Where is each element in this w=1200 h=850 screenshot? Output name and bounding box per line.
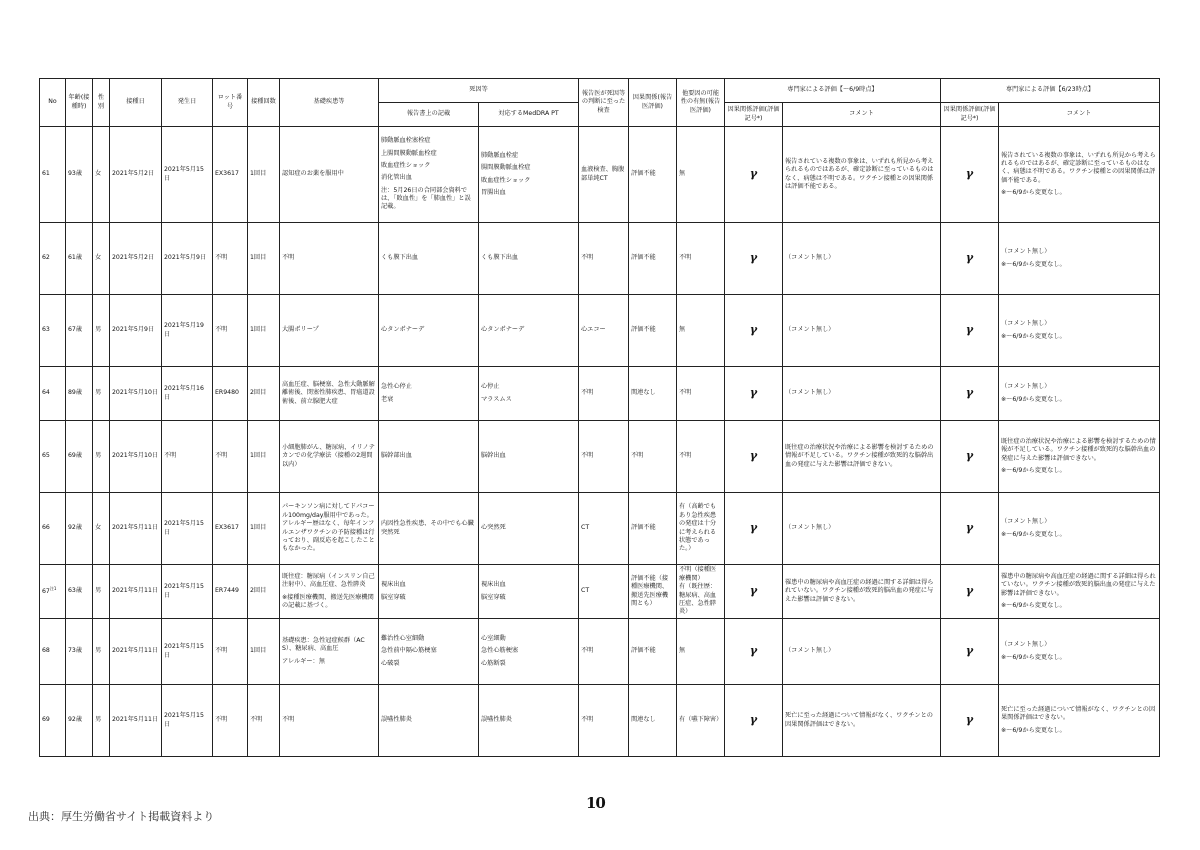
cell-expert1-comment-line: （コメント無し） <box>785 647 835 655</box>
col-cause-report: 報告書上の記載 <box>379 103 479 127</box>
cell-dose: 1回目 <box>248 127 280 223</box>
cell-onset-date: 2021年5月9日 <box>162 223 213 295</box>
col-expert1-comment: コメント <box>783 103 941 127</box>
row-number: 66 <box>42 524 50 532</box>
cell-age: 67歳 <box>66 295 93 367</box>
col-underlying-conditions: 基礎疾患等 <box>280 79 379 127</box>
cell-cause-meddra-line: マラスムス <box>481 395 512 403</box>
col-expert2-comment: コメント <box>999 103 1160 127</box>
cell-expert1-comment <box>783 295 941 367</box>
col-no: No <box>40 79 66 127</box>
cell-underlying <box>280 295 379 367</box>
table-row <box>40 619 1160 685</box>
col-group-expert-1: 専門家による評価【～6/9時点】 <box>725 79 941 103</box>
cell-expert2-comment-line: ※～6/9から変更なし。 <box>1001 601 1066 609</box>
cell-sex: 男 <box>93 685 110 757</box>
table-row <box>40 565 1160 619</box>
cell-underlying <box>280 223 379 295</box>
cell-expert2-eval: γ <box>941 421 999 493</box>
cell-expert2-comment <box>999 493 1160 565</box>
cell-no <box>40 685 66 757</box>
cell-dose: 1回目 <box>248 619 280 685</box>
cell-underlying-line: 小細胞肺がん、糖尿病、イリノテカンでの化学療法（接種の2週間以内） <box>282 443 375 468</box>
cell-underlying <box>280 127 379 223</box>
cell-onset-date: 2021年5月15日 <box>162 619 213 685</box>
page-number: 10 <box>586 794 605 812</box>
cell-expert2-comment-line: （コメント無し） <box>1001 248 1051 256</box>
cell-causality: 関連なし <box>629 367 677 421</box>
cell-dose: 1回目 <box>248 421 280 493</box>
table-header <box>40 79 1160 127</box>
cell-underlying-line: 不明 <box>282 254 295 262</box>
cell-dose: 2回目 <box>248 367 280 421</box>
cell-vaccination-date: 2021年5月11日 <box>110 565 162 619</box>
cell-expert1-eval: γ <box>725 421 783 493</box>
cell-cause-meddra <box>479 421 579 493</box>
col-age: 年齢(接種時) <box>66 79 93 127</box>
cell-expert1-comment <box>783 493 941 565</box>
cell-dose: 1回目 <box>248 295 280 367</box>
cell-expert1-comment-line: 既往症の治療状況や治療による影響を検討するための情報が不足している。ワクチン接種が致死的な脳幹出血の発症に与えた影響は評価できない。 <box>785 443 934 468</box>
cell-expert1-comment-line: （コメント無し） <box>785 389 835 397</box>
cell-expert2-comment <box>999 565 1160 619</box>
cell-no <box>40 421 66 493</box>
cell-exam: CT <box>579 493 629 565</box>
cell-cause-report <box>379 295 479 367</box>
cell-onset-date: 2021年5月15日 <box>162 493 213 565</box>
cell-causality: 評価不能 <box>629 127 677 223</box>
cell-expert2-comment-line: （コメント無し） <box>1001 383 1051 391</box>
col-sex: 性別 <box>93 79 110 127</box>
cell-underlying-line: 基礎疾患：急性冠症候群（ACS）、糖尿病、高血圧 <box>282 636 365 653</box>
cell-cause-meddra-line: 心タンポナーデ <box>481 326 525 334</box>
col-lot-number: ロット番号 <box>213 79 248 127</box>
cell-other-factor: 不明 <box>677 223 725 295</box>
cell-expert2-comment-line: （コメント無し） <box>1001 320 1051 328</box>
cell-expert2-comment-line: 罹患中の糖尿病や高血圧症の経過に関する詳細は得られていない。ワクチン接種が致死的脳出血の発症に与えた影響は評価できない。 <box>1001 572 1156 597</box>
cell-cause-meddra-line: 敗血症性ショック <box>481 176 531 184</box>
cell-expert1-eval: γ <box>725 619 783 685</box>
cell-cause-report <box>379 565 479 619</box>
cell-cause-report-line: 消化管出血 <box>381 174 412 182</box>
cell-vaccination-date: 2021年5月9日 <box>110 295 162 367</box>
col-dose-number: 接種回数 <box>248 79 280 127</box>
col-other-factor: 他要因の可能性の有無(報告医評価) <box>677 79 725 127</box>
cell-sex: 男 <box>93 619 110 685</box>
cell-cause-meddra-line: 心室細動 <box>481 634 506 642</box>
cell-cause-meddra <box>479 565 579 619</box>
cell-exam: 血液検査、胸腹部単純CT <box>579 127 629 223</box>
cell-sex: 男 <box>93 367 110 421</box>
cell-no <box>40 367 66 421</box>
cell-age: 73歳 <box>66 619 93 685</box>
cell-expert2-comment <box>999 223 1160 295</box>
cell-expert1-comment <box>783 619 941 685</box>
row-number: 63 <box>42 326 50 334</box>
cell-sex: 男 <box>93 421 110 493</box>
cell-expert1-eval: γ <box>725 223 783 295</box>
cell-expert1-eval: γ <box>725 295 783 367</box>
cell-age: 92歳 <box>66 685 93 757</box>
cell-exam: 心エコー <box>579 295 629 367</box>
cell-expert2-comment-line: 報告されている複数の事象は、いずれも所見から考えられるものではあるが、確定診断に至っているものはなく、病態は不明である。ワクチン接種との因果関係は評価不能である。 <box>1001 151 1156 184</box>
col-onset-date: 発生日 <box>162 79 213 127</box>
cell-cause-report-line: 注：5月26日の合同部会資料では、「敗血性」を「肺血性」と誤記載。 <box>381 186 471 211</box>
cell-expert1-comment-line: 報告されている複数の事象は、いずれも所見から考えられるものではあるが、確定診断に至っているものはなく、病態は不明である。ワクチン接種との因果関係は評価不能である。 <box>785 157 934 190</box>
cell-no <box>40 295 66 367</box>
cell-expert2-comment <box>999 295 1160 367</box>
cell-cause-meddra-line: 視床出血 <box>481 581 506 589</box>
cell-expert2-comment-line: ※～6/9から変更なし。 <box>1001 395 1066 403</box>
cell-causality: 関連なし <box>629 685 677 757</box>
cell-expert2-comment-line: ※～6/9から変更なし。 <box>1001 189 1066 197</box>
cell-cause-meddra-line: 肺動脈血栓症 <box>481 151 519 159</box>
cell-expert2-eval: γ <box>941 619 999 685</box>
cell-other-factor: 無 <box>677 295 725 367</box>
cell-expert2-eval: γ <box>941 295 999 367</box>
cell-lot: ER9480 <box>213 367 248 421</box>
cell-expert2-comment <box>999 685 1160 757</box>
cell-cause-report-line: 難治性心室細動 <box>381 634 425 642</box>
row-number: 62 <box>42 254 50 262</box>
cell-no <box>40 565 66 619</box>
cell-expert2-eval: γ <box>941 493 999 565</box>
cell-expert2-comment <box>999 367 1160 421</box>
cell-cause-meddra-line: 急性心筋梗塞 <box>481 647 519 655</box>
table-row <box>40 295 1160 367</box>
cell-expert2-eval: γ <box>941 565 999 619</box>
cell-cause-meddra <box>479 223 579 295</box>
col-expert1-eval: 因果関係評価(評価記号*) <box>725 103 783 127</box>
cell-underlying-line: 大腸ポリープ <box>282 326 319 334</box>
cell-expert1-comment <box>783 127 941 223</box>
cell-expert2-comment-line: ※～6/9から変更なし。 <box>1001 260 1066 268</box>
cell-onset-date: 2021年5月15日 <box>162 685 213 757</box>
cell-expert2-comment-line: 既往症の治療状況や治療による影響を検討するための情報が不足している。ワクチン接種が致死的な脳幹出血の発症に与えた影響は評価できない。 <box>1001 437 1156 462</box>
cell-dose: 不明 <box>248 685 280 757</box>
cell-expert1-eval: γ <box>725 367 783 421</box>
col-exam: 報告医が死因等の判断に至った検査 <box>579 79 629 127</box>
cell-cause-report-line: 急性前中隔心筋梗塞 <box>381 647 437 655</box>
cell-vaccination-date: 2021年5月10日 <box>110 421 162 493</box>
cell-vaccination-date: 2021年5月11日 <box>110 493 162 565</box>
cell-expert1-comment <box>783 367 941 421</box>
cell-expert1-comment <box>783 685 941 757</box>
row-number: 61 <box>42 170 50 178</box>
cell-underlying <box>280 367 379 421</box>
cell-expert1-comment <box>783 223 941 295</box>
cell-causality: 不明 <box>629 421 677 493</box>
cell-cause-meddra-line: 心突然死 <box>481 524 506 532</box>
cell-exam: 不明 <box>579 367 629 421</box>
cell-cause-report-line: 内因性急性疾患、その中でも心臓突然死 <box>381 520 474 536</box>
cell-expert1-comment-line: （コメント無し） <box>785 254 835 262</box>
cell-cause-meddra-line: 脳幹出血 <box>481 452 506 460</box>
cell-no <box>40 619 66 685</box>
cell-expert2-comment <box>999 421 1160 493</box>
cell-lot: 不明 <box>213 685 248 757</box>
cell-sex: 女 <box>93 127 110 223</box>
cell-lot: 不明 <box>213 619 248 685</box>
cell-underlying-line: 高血圧症、脳梗塞、急性大動脈解離術後、閉塞性肺疾患、胃癌道設術後、前立腺肥大症 <box>282 380 375 405</box>
cell-expert2-comment-line: （コメント無し） <box>1001 518 1051 526</box>
row-number: 68 <box>42 647 50 655</box>
cell-age: 63歳 <box>66 565 93 619</box>
cell-vaccination-date: 2021年5月11日 <box>110 685 162 757</box>
cell-cause-report <box>379 367 479 421</box>
cell-age: 92歳 <box>66 493 93 565</box>
cell-age: 61歳 <box>66 223 93 295</box>
cell-cause-report-line: 誤嚥性肺炎 <box>381 716 412 724</box>
cell-cause-report <box>379 223 479 295</box>
cell-sex: 男 <box>93 295 110 367</box>
cell-expert2-comment <box>999 619 1160 685</box>
cell-underlying-line: アレルギー：無 <box>282 657 325 665</box>
cell-lot: ER7449 <box>213 565 248 619</box>
cell-expert1-comment <box>783 565 941 619</box>
cell-underlying <box>280 421 379 493</box>
cell-cause-report-line: 上腸間膜動脈血栓症 <box>381 149 437 157</box>
cell-lot: 不明 <box>213 223 248 295</box>
cell-cause-meddra-line: 心筋断裂 <box>481 659 506 667</box>
cell-cause-report-line: 急性心停止 <box>381 383 412 391</box>
cell-cause-meddra <box>479 127 579 223</box>
cell-expert2-eval: γ <box>941 367 999 421</box>
cell-expert1-comment-line: （コメント無し） <box>785 326 835 334</box>
cell-other-factor: 有（嚥下障害） <box>677 685 725 757</box>
cell-expert2-comment-line: （コメント無し） <box>1001 641 1051 649</box>
cell-onset-date: 2021年5月16日 <box>162 367 213 421</box>
cell-vaccination-date: 2021年5月2日 <box>110 223 162 295</box>
cell-expert2-comment-line: ※～6/9から変更なし。 <box>1001 726 1066 734</box>
table-row <box>40 421 1160 493</box>
cell-underlying-line: ※接種医療機関、搬送先医療機関の記載に基づく。 <box>282 593 374 609</box>
cell-sex: 女 <box>93 223 110 295</box>
cell-causality: 評価不能 <box>629 223 677 295</box>
cell-exam: 不明 <box>579 685 629 757</box>
cell-cause-report-line: 肺動脈血栓塞栓症 <box>381 137 431 145</box>
col-expert2-eval: 因果関係評価(評価記号*) <box>941 103 999 127</box>
cell-causality: 評価不能 <box>629 295 677 367</box>
cell-other-factor: 無 <box>677 619 725 685</box>
cell-expert1-eval: γ <box>725 565 783 619</box>
cell-expert2-comment-line: ※～6/9から変更なし。 <box>1001 653 1066 661</box>
cell-cause-report <box>379 493 479 565</box>
cell-expert2-comment-line: ※～6/9から変更なし。 <box>1001 466 1066 474</box>
cell-dose: 1回目 <box>248 493 280 565</box>
cell-underlying <box>280 619 379 685</box>
cell-vaccination-date: 2021年5月2日 <box>110 127 162 223</box>
cell-onset-date: 2021年5月15日 <box>162 565 213 619</box>
cell-onset-date: 2021年5月15日 <box>162 127 213 223</box>
row-number: 64 <box>42 389 50 397</box>
table-body <box>40 127 1160 757</box>
col-group-expert-2: 専門家による評価【6/23時点】 <box>941 79 1160 103</box>
row-number: 65 <box>42 452 50 460</box>
cell-underlying-line: 認知症のお薬を服用中 <box>282 170 344 178</box>
cell-age: 89歳 <box>66 367 93 421</box>
cell-other-factor: 不明 <box>677 421 725 493</box>
cell-cause-meddra-line: 脳室穿破 <box>481 593 506 601</box>
cell-expert1-eval: γ <box>725 685 783 757</box>
cell-cause-report-line: 敗血症性ショック <box>381 161 431 169</box>
cell-expert1-comment-line: 死亡に至った経過について情報がなく、ワクチンとの因果関係評価はできない。 <box>785 712 933 728</box>
cell-cause-meddra <box>479 493 579 565</box>
cell-expert2-comment-line: 死亡に至った経過について情報がなく、ワクチンとの因果関係評価はできない。 <box>1001 705 1156 722</box>
cell-causality: 評価不能 <box>629 619 677 685</box>
table-row <box>40 127 1160 223</box>
cell-causality: 評価不能（接種医療機関、搬送先医療機関とも） <box>629 565 677 619</box>
cell-cause-report-line: 老衰 <box>381 395 394 403</box>
cell-expert1-comment-line: 罹患中の糖尿病や高血圧症の経過に関する詳細は得られていない。ワクチン接種が致死的脳出血の発症に与えた影響は評価できない。 <box>785 578 934 603</box>
cell-exam: 不明 <box>579 619 629 685</box>
cell-other-factor: 有（高齢でもあり急性疾患の発症は十分に考えられる状態であった。） <box>677 493 725 565</box>
cell-cause-report-line: くも膜下出血 <box>381 254 419 262</box>
cell-cause-meddra <box>479 685 579 757</box>
source-note: 出典：厚生労働省サイト掲載資料より <box>28 810 215 823</box>
cell-sex: 男 <box>93 565 110 619</box>
cell-no <box>40 493 66 565</box>
cell-cause-report-line: 脳室穿破 <box>381 593 406 601</box>
cell-cause-meddra-line: 心停止 <box>481 383 500 391</box>
cell-cause-report-line: 視床出血 <box>381 581 406 589</box>
cell-dose: 2回目 <box>248 565 280 619</box>
cell-expert2-comment-line: ※～6/9から変更なし。 <box>1001 530 1066 538</box>
cell-no <box>40 223 66 295</box>
col-causality: 因果関係(報告医評価) <box>629 79 677 127</box>
cell-cause-report-line: 心タンポナーデ <box>381 326 425 334</box>
cell-expert2-eval: γ <box>941 685 999 757</box>
cell-expert1-eval: γ <box>725 127 783 223</box>
cell-cause-report <box>379 619 479 685</box>
cell-cause-meddra-line: 胃腸出血 <box>481 188 506 196</box>
cell-other-factor: 不明 <box>677 367 725 421</box>
cell-exam: 不明 <box>579 223 629 295</box>
cell-cause-report <box>379 127 479 223</box>
cell-expert2-eval: γ <box>941 127 999 223</box>
col-group-cause: 死因等 <box>379 79 579 103</box>
cell-lot: 不明 <box>213 421 248 493</box>
cell-sex: 女 <box>93 493 110 565</box>
cell-onset-date: 2021年5月19日 <box>162 295 213 367</box>
cell-underlying <box>280 565 379 619</box>
cell-underlying-line: 既往症：糖尿病（インスリン自己注射中）、高血圧症、急性膵炎 <box>282 572 375 589</box>
cell-lot: EX3617 <box>213 127 248 223</box>
cell-expert2-comment-line: ※～6/9から変更なし。 <box>1001 332 1066 340</box>
row-number: 69 <box>42 716 50 724</box>
cell-underlying-line: パーキンソン病に対してドパコール100mg/day服用中であった。アレルギー歴はなく、毎年インフルエンザワクチンの予防接種は行っており、副反応を起こしたこともなかった。 <box>282 503 375 553</box>
table-row <box>40 685 1160 757</box>
table-row <box>40 223 1160 295</box>
cell-age: 93歳 <box>66 127 93 223</box>
cell-cause-report-line: 脳幹部出血 <box>381 452 412 460</box>
cell-expert2-comment <box>999 127 1160 223</box>
cell-cause-meddra <box>479 295 579 367</box>
cell-lot: EX3617 <box>213 493 248 565</box>
cell-other-factor: 不明（接種医療機関） 有（既往歴：糖尿病、高血圧症、急性膵炎） <box>677 565 725 619</box>
cell-cause-meddra-line: 誤嚥性肺炎 <box>481 716 512 724</box>
cell-lot: 不明 <box>213 295 248 367</box>
col-vaccination-date: 接種日 <box>110 79 162 127</box>
cell-expert1-eval: γ <box>725 493 783 565</box>
table-row <box>40 493 1160 565</box>
cell-cause-meddra <box>479 619 579 685</box>
cell-cause-meddra-line: くも膜下出血 <box>481 254 519 262</box>
cell-onset-date: 不明 <box>162 421 213 493</box>
cell-age: 69歳 <box>66 421 93 493</box>
cell-exam: CT <box>579 565 629 619</box>
cell-expert2-eval: γ <box>941 223 999 295</box>
cell-other-factor: 無 <box>677 127 725 223</box>
cell-dose: 1回目 <box>248 223 280 295</box>
cell-vaccination-date: 2021年5月10日 <box>110 367 162 421</box>
cell-cause-meddra-line: 腸間膜動脈血栓症 <box>481 164 531 172</box>
cell-underlying <box>280 685 379 757</box>
cell-vaccination-date: 2021年5月11日 <box>110 619 162 685</box>
cell-underlying <box>280 493 379 565</box>
adverse-event-table <box>39 78 1160 757</box>
cell-expert1-comment <box>783 421 941 493</box>
cell-no <box>40 127 66 223</box>
cell-expert1-comment-line: （コメント無し） <box>785 524 835 532</box>
cell-cause-report <box>379 685 479 757</box>
cell-cause-report <box>379 421 479 493</box>
cell-underlying-line: 不明 <box>282 716 295 724</box>
cell-exam: 不明 <box>579 421 629 493</box>
footnote-marker: 注1 <box>49 586 57 592</box>
col-cause-meddra: 対応するMedDRA PT <box>479 103 579 127</box>
table-row <box>40 367 1160 421</box>
cell-causality: 評価不能 <box>629 493 677 565</box>
row-number: 67 <box>42 588 50 596</box>
cell-cause-report-line: 心破裂 <box>381 659 400 667</box>
cell-cause-meddra <box>479 367 579 421</box>
